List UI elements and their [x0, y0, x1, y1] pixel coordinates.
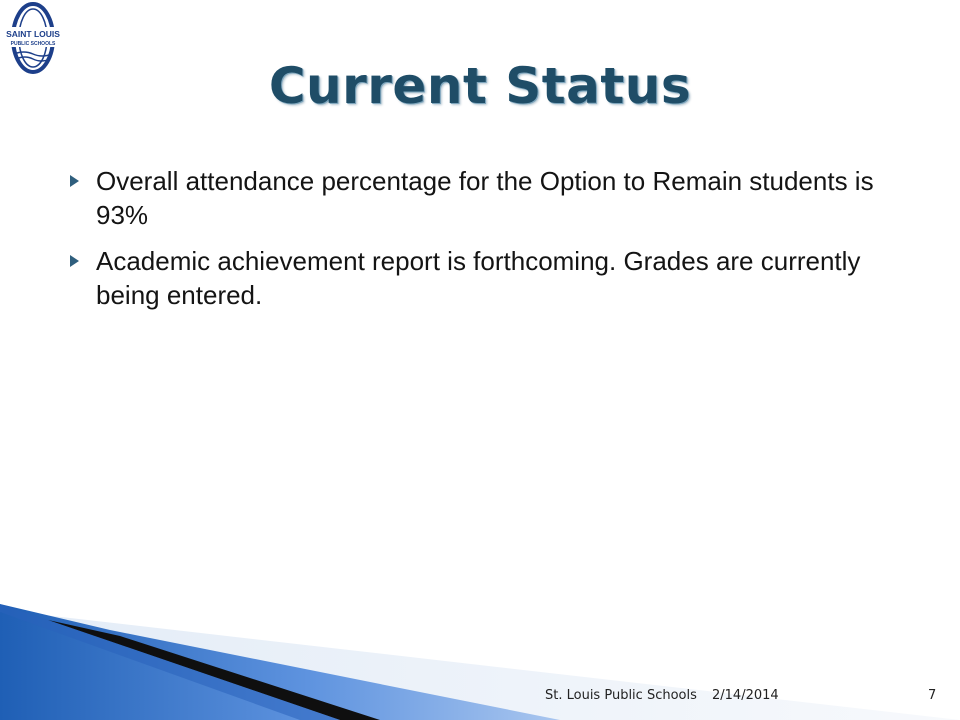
footer-page-number: 7 [928, 688, 937, 703]
triangle-bullet-icon [70, 175, 79, 187]
bullet-text: Overall attendance percentage for the Option to Remain students is 93% [96, 166, 874, 230]
bullet-item [60, 164, 900, 232]
logo-text-line1: SAINT LOUIS [6, 29, 60, 39]
bullet-list [60, 164, 900, 324]
logo-text-line2: PUBLIC SCHOOLS [10, 41, 56, 47]
triangle-bullet-icon [70, 255, 79, 267]
footer-date: 2/14/2014 [712, 688, 779, 703]
bullet-text: Academic achievement report is forthcoming. Grades are currently being entered. [96, 246, 861, 310]
slide-title: Current Status [268, 57, 692, 115]
bullet-item [60, 244, 900, 312]
footer-wave-decoration [0, 580, 960, 720]
footer-organization: St. Louis Public Schools [545, 688, 697, 703]
